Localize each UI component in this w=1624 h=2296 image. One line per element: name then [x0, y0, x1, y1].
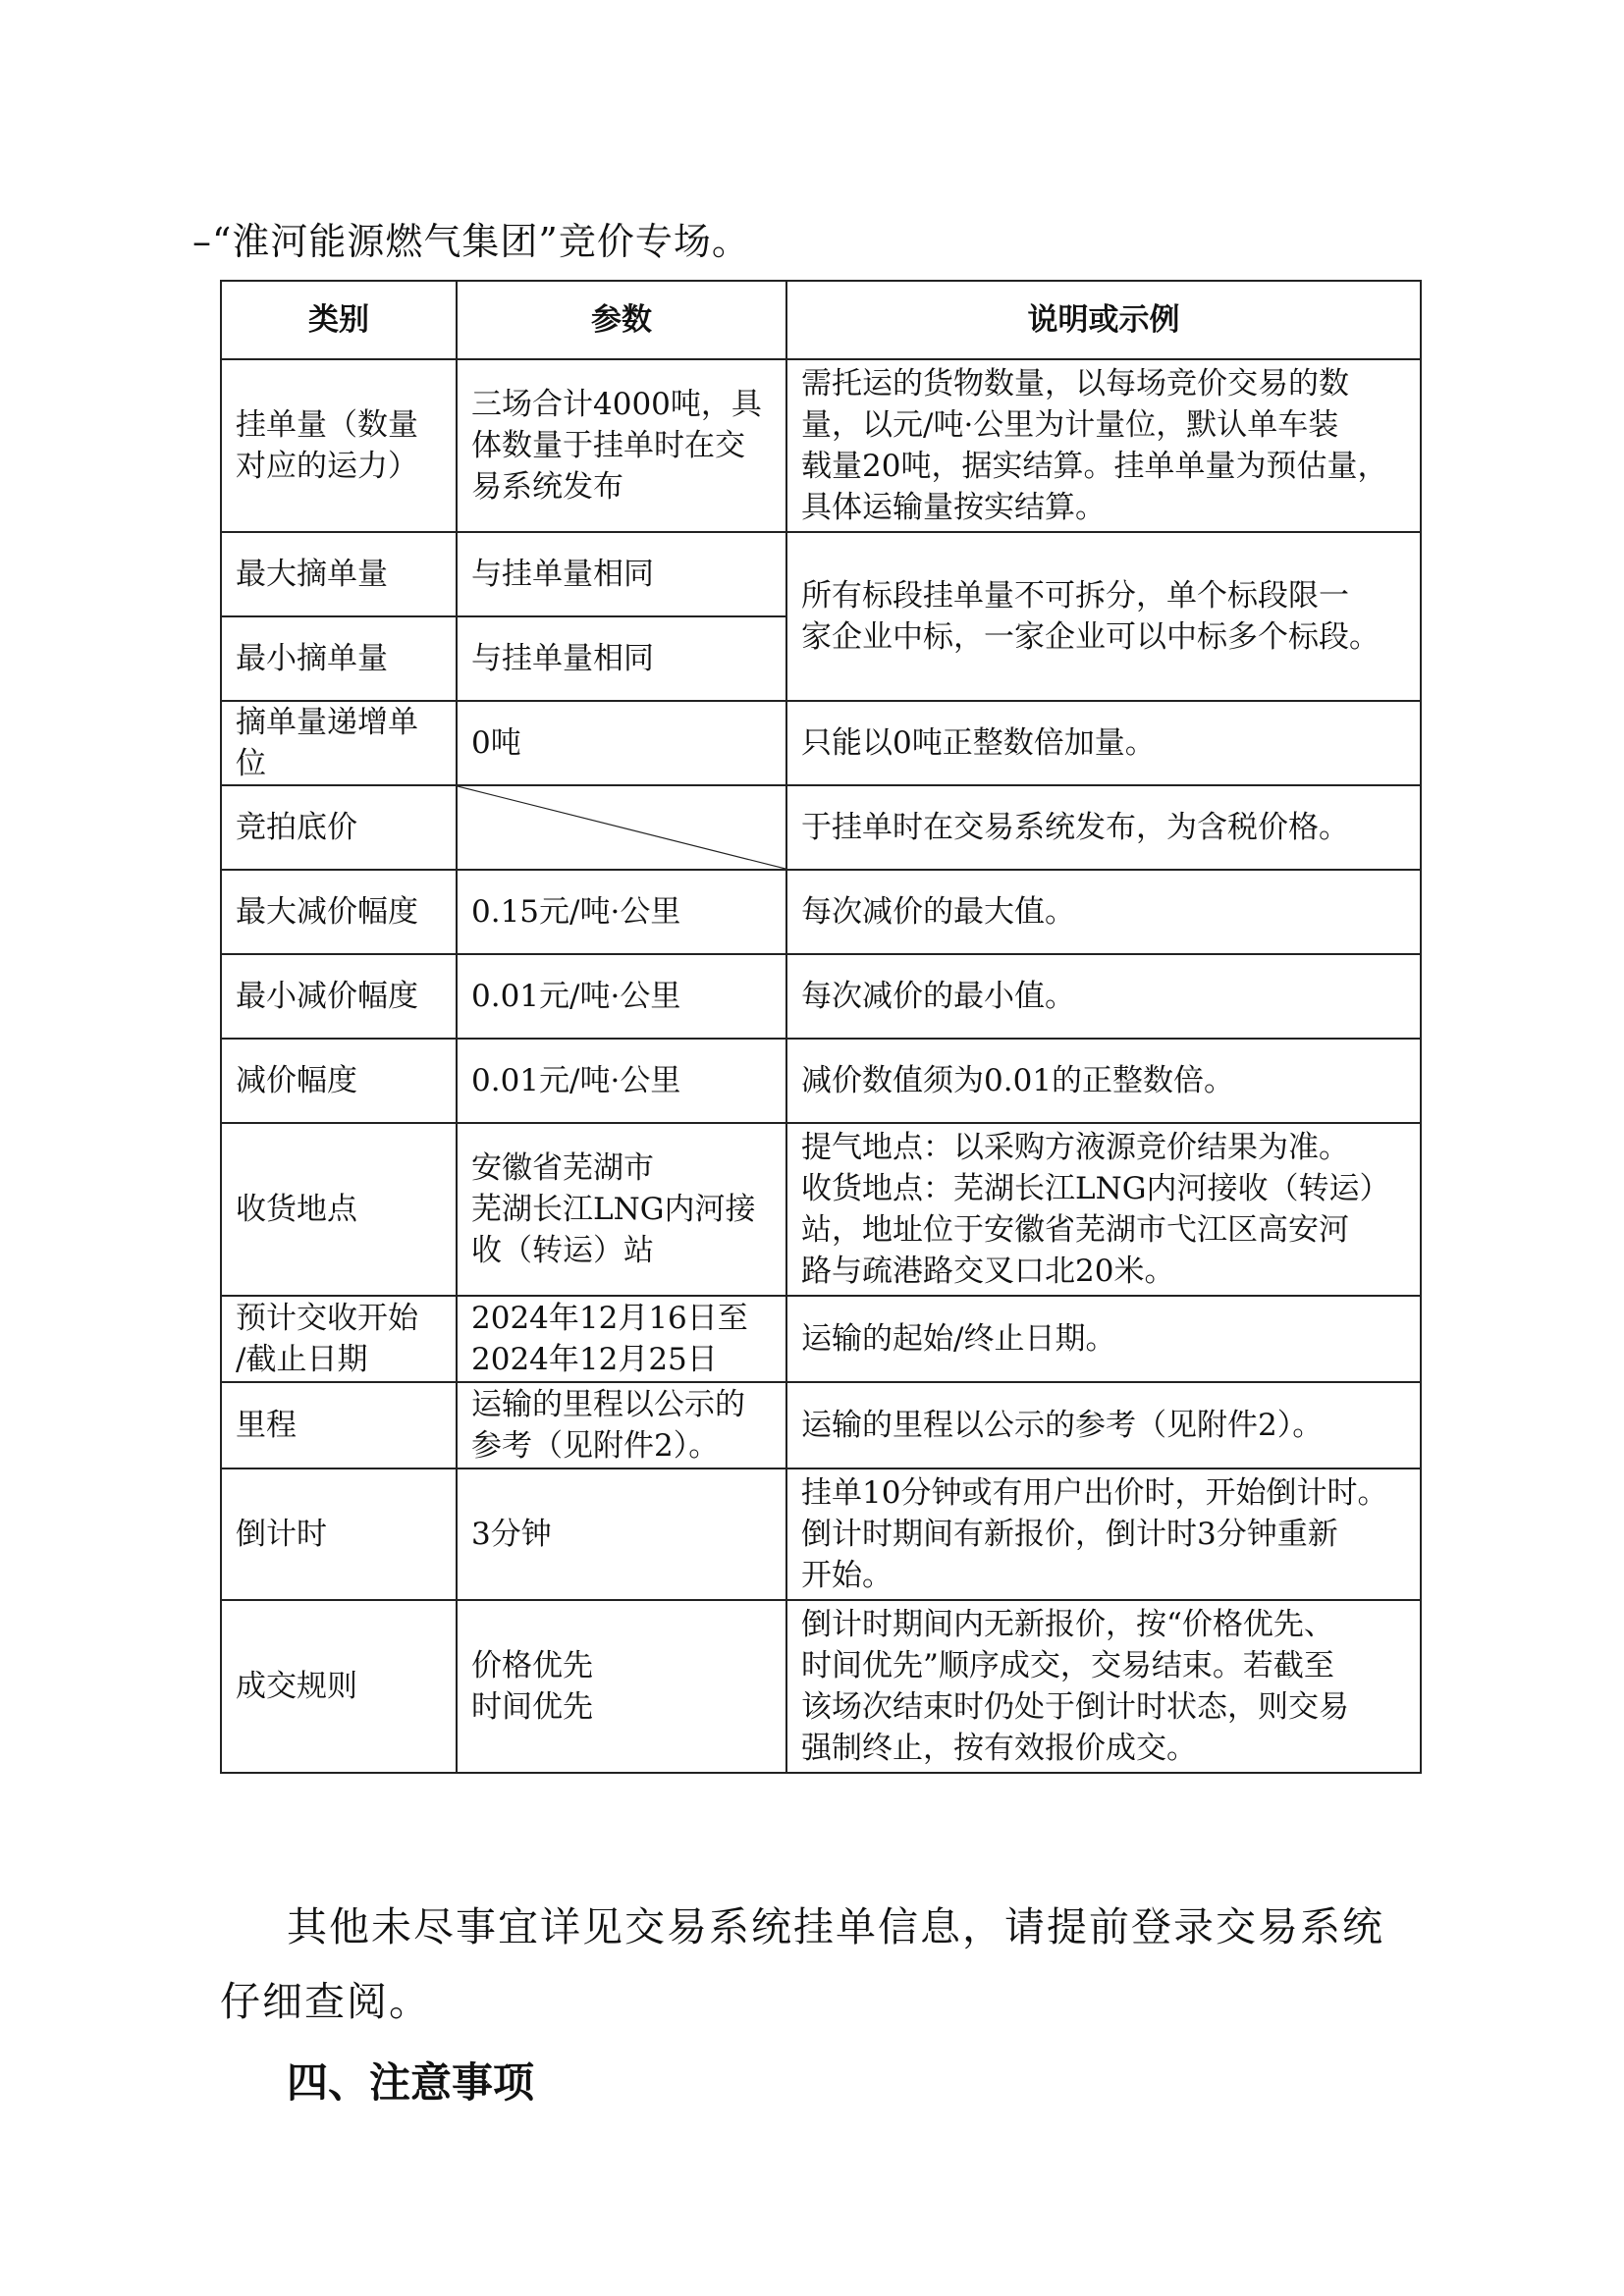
- parameter-line: 价格优先: [471, 1648, 593, 1683]
- note-line: 该场次结束时仍处于倒计时状态，则交易: [801, 1689, 1349, 1725]
- note-line: 所有标段挂单量不可拆分，单个标段限一: [801, 578, 1349, 614]
- parameter-line: 0吨: [471, 725, 521, 761]
- category-cell: [221, 1382, 457, 1468]
- category-cell: [221, 1123, 457, 1296]
- parameter-table: [220, 280, 1422, 1774]
- table-row: [221, 701, 1421, 785]
- category-cell: [221, 532, 457, 616]
- table-row: [221, 1039, 1421, 1123]
- parameter-cell: [457, 359, 786, 532]
- parameter-line: 0.01元/吨·公里: [471, 979, 681, 1014]
- column-header-parameter: 参数: [457, 281, 786, 359]
- table-row: [221, 1382, 1421, 1468]
- category-cell: [221, 1039, 457, 1123]
- parameter-line: 运输的里程以公示的: [471, 1387, 745, 1422]
- parameter-line: 0.01元/吨·公里: [471, 1063, 681, 1098]
- category-cell: [221, 1296, 457, 1382]
- note-line: 量，以元/吨·公里为计量位，默认单车装: [801, 407, 1339, 443]
- parameter-cell: [457, 616, 786, 701]
- category-line: 里程: [236, 1408, 297, 1443]
- note-line: 每次减价的最小值。: [801, 979, 1075, 1014]
- parameter-cell: [457, 1468, 786, 1600]
- note-line: 强制终止，按有效报价成交。: [801, 1731, 1197, 1766]
- note-cell: [786, 954, 1421, 1039]
- parameter-line: 三场合计4000吨，具: [471, 387, 762, 422]
- closing-paragraph-line: 其他未尽事宜详见交易系统挂单信息，请提前登录交易系统: [287, 1903, 1384, 1950]
- parameter-line: 2024年12月25日: [471, 1342, 718, 1377]
- table-row: [221, 532, 1421, 616]
- note-line: 时间优先”顺序成交，交易结束。若截至: [801, 1648, 1334, 1683]
- category-line: 预计交收开始: [236, 1301, 418, 1336]
- category-cell: [221, 870, 457, 954]
- table-row: [221, 359, 1421, 532]
- parameter-line: 与挂单量相同: [471, 557, 654, 592]
- parameter-line: 3分钟: [471, 1517, 552, 1552]
- parameter-line: 0.15元/吨·公里: [471, 894, 681, 930]
- table-row: [221, 1468, 1421, 1600]
- table-row: [221, 870, 1421, 954]
- category-line: 挂单量（数量: [236, 407, 418, 443]
- table-row: [221, 1296, 1421, 1382]
- category-line: 对应的运力）: [236, 449, 418, 484]
- note-cell: [786, 1468, 1421, 1600]
- empty-diagonal-cell: [457, 785, 786, 870]
- note-line: 路与疏港路交叉口北20米。: [801, 1254, 1175, 1289]
- column-header-category: 类别: [221, 281, 457, 359]
- note-cell: [786, 532, 1421, 701]
- section-heading: 四、注意事项: [287, 2058, 535, 2107]
- parameter-cell: [457, 701, 786, 785]
- category-line: 最小减价幅度: [236, 979, 418, 1014]
- category-line: 倒计时: [236, 1517, 327, 1552]
- parameter-cell: [457, 1600, 786, 1773]
- table-row: [221, 785, 1421, 870]
- note-cell: [786, 1296, 1421, 1382]
- note-line: 具体运输量按实结算。: [801, 490, 1106, 525]
- category-line: 位: [236, 746, 266, 781]
- parameter-line: 安徽省芜湖市: [471, 1150, 654, 1186]
- note-cell: [786, 1600, 1421, 1773]
- note-cell: [786, 870, 1421, 954]
- parameter-line: 收（转运）站: [471, 1233, 654, 1268]
- column-header-note: 说明或示例: [786, 281, 1421, 359]
- diagonal-line: [458, 786, 785, 869]
- category-line: 竞拍底价: [236, 810, 357, 845]
- note-cell: [786, 785, 1421, 870]
- parameter-cell: [457, 1296, 786, 1382]
- note-line: 倒计时期间内无新报价，按“价格优先、: [801, 1607, 1334, 1642]
- note-line: 开始。: [801, 1558, 893, 1593]
- note-line: 于挂单时在交易系统发布，为含税价格。: [801, 810, 1349, 845]
- category-line: 最大减价幅度: [236, 894, 418, 930]
- closing-paragraph-line: 仔细查阅。: [220, 1978, 431, 2025]
- category-line: 收货地点: [236, 1192, 357, 1227]
- note-cell: [786, 701, 1421, 785]
- note-cell: [786, 1382, 1421, 1468]
- parameter-line: 参考（见附件2）。: [471, 1428, 720, 1464]
- category-line: /截止日期: [236, 1342, 368, 1377]
- note-line: 减价数值须为0.01的正整数倍。: [801, 1063, 1235, 1098]
- category-line: 摘单量递增单: [236, 705, 418, 740]
- parameter-line: 易系统发布: [471, 469, 623, 505]
- note-cell: [786, 1039, 1421, 1123]
- parameter-cell: [457, 1039, 786, 1123]
- note-line: 运输的里程以公示的参考（见附件2）。: [801, 1408, 1324, 1443]
- category-line: 成交规则: [236, 1669, 357, 1704]
- category-line: 减价幅度: [236, 1063, 357, 1098]
- category-cell: [221, 616, 457, 701]
- table-row: [221, 1123, 1421, 1296]
- parameter-line: 与挂单量相同: [471, 641, 654, 676]
- parameter-cell: [457, 1382, 786, 1468]
- table-row: [221, 1600, 1421, 1773]
- parameter-cell: [457, 1123, 786, 1296]
- note-line: 每次减价的最大值。: [801, 894, 1075, 930]
- note-line: 需托运的货物数量，以每场竞价交易的数: [801, 366, 1349, 401]
- note-cell: [786, 359, 1421, 532]
- note-line: 载量20吨，据实结算。挂单单量为预估量，: [801, 449, 1388, 484]
- category-cell: [221, 954, 457, 1039]
- category-cell: [221, 359, 457, 532]
- note-line: 挂单10分钟或有用户出价时，开始倒计时。: [801, 1475, 1388, 1511]
- category-cell: [221, 1600, 457, 1773]
- table-row: [221, 954, 1421, 1039]
- intro-line: –“淮河能源燃气集团”竞价专场。: [192, 220, 750, 263]
- category-cell: [221, 701, 457, 785]
- parameter-cell: [457, 870, 786, 954]
- parameter-line: 2024年12月16日至: [471, 1301, 748, 1336]
- parameter-cell: [457, 954, 786, 1039]
- note-line: 收货地点：芜湖长江LNG内河接收（转运）: [801, 1171, 1390, 1206]
- parameter-line: 时间优先: [471, 1689, 593, 1725]
- note-line: 运输的起始/终止日期。: [801, 1321, 1116, 1357]
- parameter-cell: [457, 532, 786, 616]
- table-header-row: [221, 281, 1421, 359]
- note-line: 只能以0吨正整数倍加量。: [801, 725, 1156, 761]
- category-cell: [221, 785, 457, 870]
- note-line: 提气地点：以采购方液源竞价结果为准。: [801, 1130, 1349, 1165]
- note-line: 站，地址位于安徽省芜湖市弋江区高安河: [801, 1212, 1349, 1248]
- note-cell: [786, 1123, 1421, 1296]
- parameter-line: 体数量于挂单时在交: [471, 428, 745, 463]
- category-cell: [221, 1468, 457, 1600]
- note-line: 家企业中标，一家企业可以中标多个标段。: [801, 619, 1380, 655]
- category-line: 最大摘单量: [236, 557, 388, 592]
- category-line: 最小摘单量: [236, 641, 388, 676]
- note-line: 倒计时期间有新报价，倒计时3分钟重新: [801, 1517, 1338, 1552]
- parameter-line: 芜湖长江LNG内河接: [471, 1192, 756, 1227]
